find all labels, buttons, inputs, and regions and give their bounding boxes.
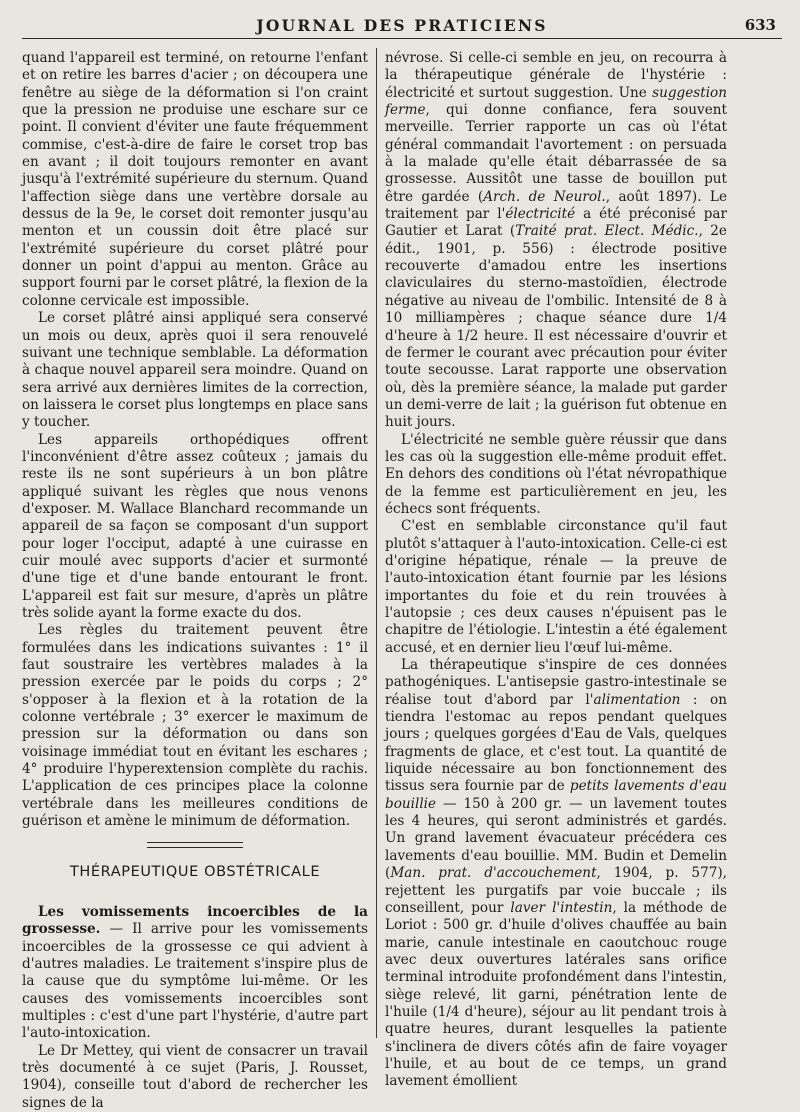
page-header bbox=[22, 14, 782, 39]
text-run: , qui donne confiance, fera souvent merveille. Terrier rapporte un cas où l'état général commandait l'avortement : on persuada à la malade qu'elle était débarrassée de sa grossesse. Aussitôt une tasse de bouillon put être gardée ( bbox=[385, 102, 727, 205]
paragraph: Les règles du traitement peuvent être formulées dans les indications suivantes : 1° il faut soustraire les vertèbres malades à la pression exercée par le poids du corps ; 2° s'opposer à la flexion et à la rotation de la colonne vertébrale ; 3° exercer le maximum de pression sur la déformation ou dans son voisinage immédiat tout en évitant les eschares ; 4° produire l'hyperextension complète du rachis. L'application de ces principes place la colonne vertébrale dans les meilleures conditions de guérison et amène le minimum de déformation. bbox=[22, 622, 368, 830]
paragraph: quand l'appareil est terminé, on retourne l'enfant et on retire les barres d'acier ; on découpera une fenêtre au siège de la déformation si l'on craint que la pression ne produise une eschare sur ce point. Il convient d'éviter une faute fréquemment commise, c'est-à-dire de faire le corset trop bas en avant ; il doit toujours remonter en avant jusqu'à l'extrémité supérieure du sternum. Quand l'affection siège dans une vertèbre dorsale au dessus de la 9e, le corset doit remonter jusqu'au menton et un coussin doit être placé sur l'extrémité supérieure du corset plâtré pour donner un point d'appui au menton. Grâce au support fourni par le corset plâtré, la flexion de la colonne cervicale est impossible. bbox=[22, 50, 368, 309]
section-divider bbox=[147, 842, 243, 848]
emphasis: Man. prat. d'accouchement bbox=[390, 865, 597, 882]
text-run: , août 1897). Le traitement par l' bbox=[385, 188, 727, 223]
emphasis: électricité bbox=[505, 206, 576, 223]
right-column bbox=[385, 50, 727, 1090]
text-run: : on tiendra l'estomac au repos pendant quelques jours ; quelques gorgées d'Eau de Vals, quelques fragments de glace, et c'est tout. La quantité de liquide nécessaire au bon fonctionnement des tissus sera fournie par de bbox=[385, 691, 727, 795]
emphasis: Traité prat. Elect. Médic. bbox=[515, 223, 699, 240]
text-run: , 2e édit., 1901, p. 556) : électrode positive recouverte d'amadou entre les insertions claviculaires du sterno-mastoïdien, électrode négative au niveau de l'ombilic. Intensité de 8 à 10 milliampères ; chaque séance dure 1/4 d'heure à 1/2 heure. Il est nécessaire d'ouvrir et de fermer le courant avec précaution pour éviter toute secousse. Larat rapporte une observation où, dès la première séance, la malade put garder un demi-verre de lait ; la guérison fut obtenue en huit jours. bbox=[385, 223, 727, 431]
text-run: — 150 à 200 gr. — un lavement toutes les 4 heures, qui seront administrés et gardés. Un grand lavement évacuateur précédera ces lavements d'eau bouillie. MM. Budin et Demelin ( bbox=[385, 795, 727, 882]
paragraph: Les appareils orthopédiques offrent l'inconvénient d'être assez coûteux ; jamais du reste ils ne sont supérieurs à un bon plâtre appliqué suivant les règles que nous venons d'exposer. M. Wallace Blanchard recommande un appareil de sa façon se composant d'un support pour loger l'occiput, adapté à une cuirasse en cuir moulé avec supports d'acier et surmonté d'une tige et d'une bande entourant le front. L'appareil est fait sur mesure, d'après un plâtre très solide ayant la forme exacte du dos. bbox=[22, 431, 368, 621]
text-run: névrose. Si celle-ci semble en jeu, on recourra à la thérapeutique générale de l'hystérie : électricité et surtout suggestion. Une bbox=[385, 50, 727, 101]
section-heading: THÉRAPEUTIQUE OBSTÉTRICALE bbox=[69, 864, 321, 881]
page-number: 633 bbox=[744, 16, 776, 34]
emphasis: alimentation bbox=[593, 691, 681, 708]
emphasis: Arch. de Neurol. bbox=[483, 188, 606, 205]
paragraph: C'est en semblable circonstance qu'il faut plutôt s'attaquer à l'auto-intoxication. Celle-ci est d'origine hépatique, rénale — la preuve de l'auto-intoxication étant fournie par les lésions importantes du foie et du rein trouvées à l'autopsie ; ces deux causes n'épuisent pas le chapitre de l'étiologie. L'intestin a été également accusé, et en dernier lieu l'œuf lui-même. bbox=[385, 518, 727, 656]
paragraph: L'électricité ne semble guère réussir que dans les cas où la suggestion elle-même produit effet. En dehors des conditions où l'état névropathique de la femme est particulièrement en jeu, les échecs sont fréquents. bbox=[385, 431, 727, 517]
article-subheading: Les vomissements incoercibles de la grossesse. bbox=[22, 903, 368, 938]
column-divider bbox=[376, 48, 377, 1038]
text-run: La thérapeutique s'inspire de ces données pathogéniques. L'antisepsie gastro-intestinale se réalise tout d'abord par l' bbox=[385, 657, 727, 708]
text-run: a été préconisé par Gautier et Larat ( bbox=[385, 206, 727, 240]
text-run: , 1904, p. 577), rejettent les purgatifs par voie buccale ; ils conseillent, pour bbox=[385, 865, 727, 916]
emphasis: laver l'intestin bbox=[510, 899, 613, 916]
text-run: — Il arrive pour les vomissements incoercibles de la grossesse ce qui advient à d'autres maladies. Le traitement s'inspire plus de la cause que du symptôme lui-même. Or les causes des vomissements incoercibles sont multiples : c'est d'une part l'hystérie, d'autre part l'auto-intoxication. bbox=[22, 921, 368, 1042]
paragraph bbox=[385, 50, 727, 432]
paragraph bbox=[22, 904, 368, 1043]
emphasis: suggestion ferme bbox=[385, 84, 727, 119]
paragraph: Le Dr Mettey, qui vient de consacrer un travail très documenté à ce sujet (Paris, J. Rousset, 1904), conseille tout d'abord de rechercher les signes de la bbox=[22, 1042, 368, 1111]
left-column bbox=[22, 50, 368, 1111]
journal-title: JOURNAL DES PRATICIENS bbox=[256, 16, 548, 35]
paragraph: Le corset plâtré ainsi appliqué sera conservé un mois ou deux, après quoi il sera renouvelé suivant une technique semblable. La déformation à chaque nouvel appareil sera moindre. Quand on sera arrivé aux dernières limites de la correction, on laissera le corset plus longtemps en place sans y toucher. bbox=[22, 310, 368, 431]
paragraph bbox=[385, 657, 727, 1091]
emphasis: petits lavements d'eau bouillie bbox=[385, 778, 727, 812]
text-run: , la méthode de Loriot : 500 gr. d'huile d'olives chauffée au bain marie, canule intestinale en caoutchouc rouge avec deux ouvertures latérales sans orifice terminal introduite profondément dans l'intestin, siège relevé, lit garni, pénétration lente de l'huile (1/4 d'heure), séjour au lit pendant trois à quatre heures, durant lesquelles la patiente s'inclinera de divers côtés afin de faire voyager l'huile, et au bout de ce temps, un grand lavement émollient bbox=[385, 899, 727, 1090]
